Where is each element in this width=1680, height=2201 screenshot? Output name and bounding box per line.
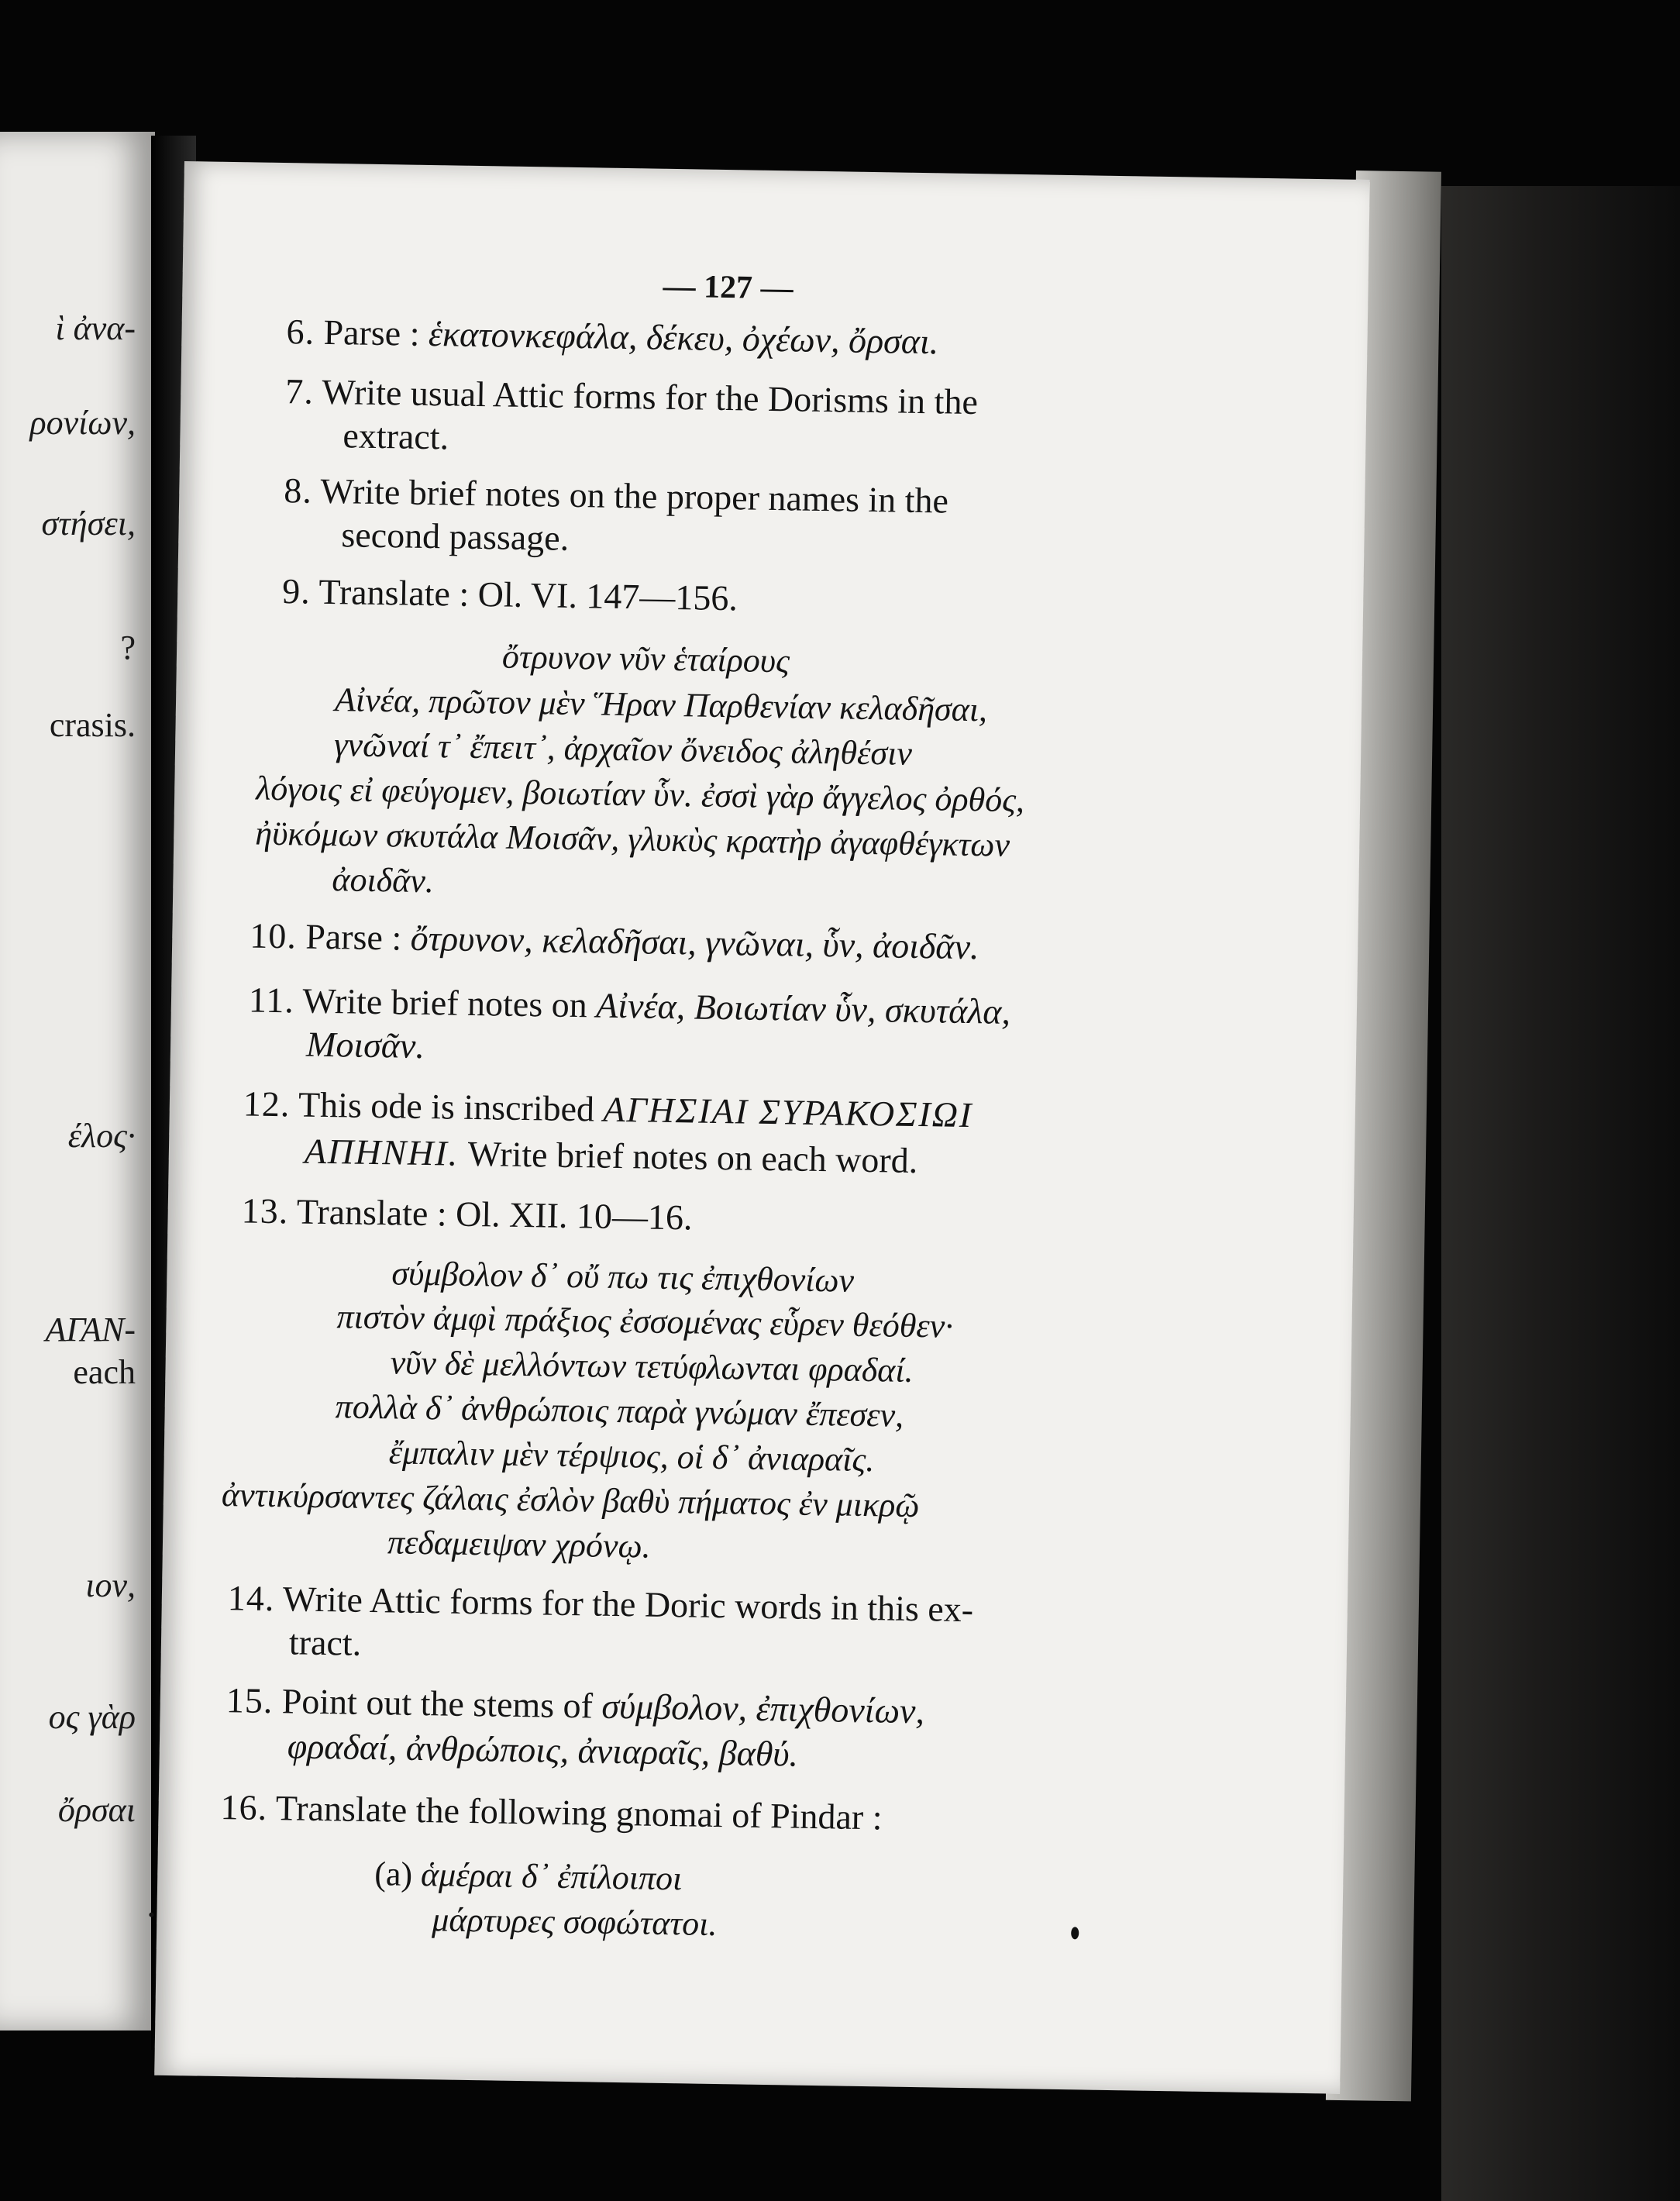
- verse-line: πολλὰ δ᾽ ἀνθρώποις παρὰ γνώμαν ἔπεσεν,: [335, 1387, 904, 1435]
- left-fragment: ΑΓΑΝ-: [45, 1311, 136, 1348]
- question-text: Write brief notes on the proper names in the: [320, 470, 949, 521]
- question-number: 11.: [248, 980, 295, 1021]
- question-12: [243, 1083, 973, 1135]
- verse-line: πιστὸν ἀμφὶ πράξιος ἐσσομένας εὗρεν θεόθεν·: [336, 1297, 954, 1345]
- verse-line: ἁμέραι δ᾽ ἐπίλοιποι: [420, 1855, 683, 1898]
- question-6: [286, 314, 938, 360]
- question-8-continued: second passage.: [341, 515, 570, 558]
- question-number: 13.: [241, 1190, 289, 1231]
- question-number: 7.: [284, 371, 315, 412]
- page-number: — 127 —: [663, 268, 794, 307]
- verse-line: Αἰνέα, πρῶτον μὲν Ἥραν Παρθενίαν κελαδῆσαι,: [334, 680, 988, 729]
- left-fragment: ιον,: [85, 1566, 136, 1604]
- question-text: Parse :: [305, 916, 402, 958]
- verse-line: ἀντικύρσαντες ζάλαις ἐσλὸν βαθὺ πήματος ἐν μικρῷ: [221, 1475, 920, 1525]
- verse-line: μάρτυρες σοφώτατοι.: [432, 1900, 718, 1944]
- question-8: [283, 470, 949, 521]
- left-fragment: έλος·: [67, 1117, 136, 1155]
- question-text: Write Attic forms for the Doric words in this ex-: [282, 1579, 974, 1630]
- book-page: [154, 161, 1370, 2094]
- question-text: This ode is inscribed: [298, 1084, 595, 1129]
- question-number: 6.: [286, 312, 315, 352]
- left-fragment: ος γὰρ: [48, 1698, 136, 1736]
- verse-line: ὄτρυνον νῦν ἑταίρους: [501, 637, 790, 680]
- left-fragment: ὄρσαι: [57, 1791, 136, 1829]
- left-fragment: ρονίων,: [29, 404, 136, 442]
- greek-text: Αἰνέα, Βοιωτίαν ὗν, σκυτάλα,: [595, 985, 1011, 1032]
- question-text: Write brief notes on: [302, 980, 588, 1025]
- left-fragment: crasis.: [49, 706, 136, 744]
- verse-line: ἠϋκόμων σκυτάλα Μοισᾶν, γλυκὺς κρατὴρ ἀγαφθέγκτων: [255, 814, 1010, 864]
- question-10: [249, 915, 979, 967]
- question-text: Translate : Ol. XII. 10—16.: [296, 1191, 693, 1238]
- verse-line: γνῶναί τ᾽ ἔπειτ᾽, ἀρχαῖον ὄνειδος ἀληθέσιν: [333, 725, 913, 773]
- verse-line: ἔμπαλιν μὲν τέρψιος, οἱ δ᾽ ἀνιαραῖς.: [388, 1433, 875, 1479]
- question-number: 14.: [227, 1578, 275, 1619]
- question-11-continued: Μοισᾶν.: [305, 1024, 425, 1066]
- left-fragment: στήσει,: [41, 505, 136, 542]
- verse-line: πεδαμειψαν χρόνῳ.: [387, 1523, 651, 1566]
- question-9: [281, 571, 738, 618]
- ink-speck: [149, 1913, 153, 1917]
- question-12-continued: [304, 1131, 918, 1181]
- question-14-continued: tract.: [288, 1622, 362, 1663]
- verse-line: νῦν δὲ μελλόντων τετύφλωνται φραδαί.: [390, 1343, 914, 1390]
- question-number: 15.: [225, 1680, 274, 1721]
- question-number: 10.: [249, 915, 298, 956]
- question-text: Translate the following gnomai of Pindar :: [275, 1788, 883, 1838]
- left-fragment: ?: [120, 629, 136, 666]
- question-number: 9.: [281, 571, 312, 611]
- question-text: Translate : Ol. VI. 147—156.: [318, 571, 738, 618]
- question-number: 16.: [220, 1786, 268, 1827]
- verse-line: λόγοις εἰ φεύγομεν, βοιωτίαν ὗν. ἐσσὶ γὰρ ἄγγελος ὀρθός,: [255, 769, 1025, 820]
- greek-text: σύμβολον, ἐπιχθονίων,: [601, 1686, 925, 1731]
- question-11: [248, 980, 1011, 1032]
- left-fragment: each: [73, 1353, 136, 1391]
- greek-inscription: ΑΠΗΝΗΙ.: [304, 1131, 460, 1173]
- verse-line: σύμβολον δ᾽ οὔ πω τις ἐπιχθονίων: [391, 1254, 855, 1300]
- verse-line: ἀοιδᾶν.: [332, 860, 435, 901]
- question-text: Point out the stems of: [281, 1681, 594, 1726]
- question-13: [241, 1190, 693, 1238]
- question-number: 12.: [243, 1083, 291, 1125]
- question-text: Write brief notes on each word.: [467, 1133, 918, 1181]
- left-facing-page: [0, 132, 155, 2030]
- question-7: [284, 371, 979, 422]
- question-16: [220, 1786, 883, 1838]
- greek-text: ἑκατονκεφάλα, δέκευ, ὀχέων, ὄρσαι.: [428, 313, 939, 362]
- question-number: 8.: [283, 470, 313, 511]
- book-cover-side: [1441, 186, 1680, 2201]
- question-15-continued: φραδαί, ἀνθρώποις, ἀνιαραῖς, βαθύ.: [287, 1726, 799, 1774]
- gnome-line: [374, 1854, 683, 1898]
- left-fragment: ὶ ἀνα-: [55, 309, 136, 347]
- greek-inscription: ΑΓΗΣΙΑΙ ΣΥΡΑΚΟΣΙΩΙ: [603, 1089, 973, 1135]
- greek-text: ὄτρυνον, κελαδῆσαι, γνῶναι, ὗν, ἀοιδᾶν.: [410, 918, 979, 967]
- question-15: [225, 1680, 925, 1731]
- item-label: (a): [374, 1855, 413, 1893]
- question-14: [228, 1580, 974, 1628]
- question-text: Parse :: [323, 312, 420, 353]
- ink-speck: [1071, 1927, 1079, 1939]
- question-text: Write usual Attic forms for the Dorisms in the: [322, 371, 979, 422]
- question-7-continued: extract.: [343, 415, 449, 457]
